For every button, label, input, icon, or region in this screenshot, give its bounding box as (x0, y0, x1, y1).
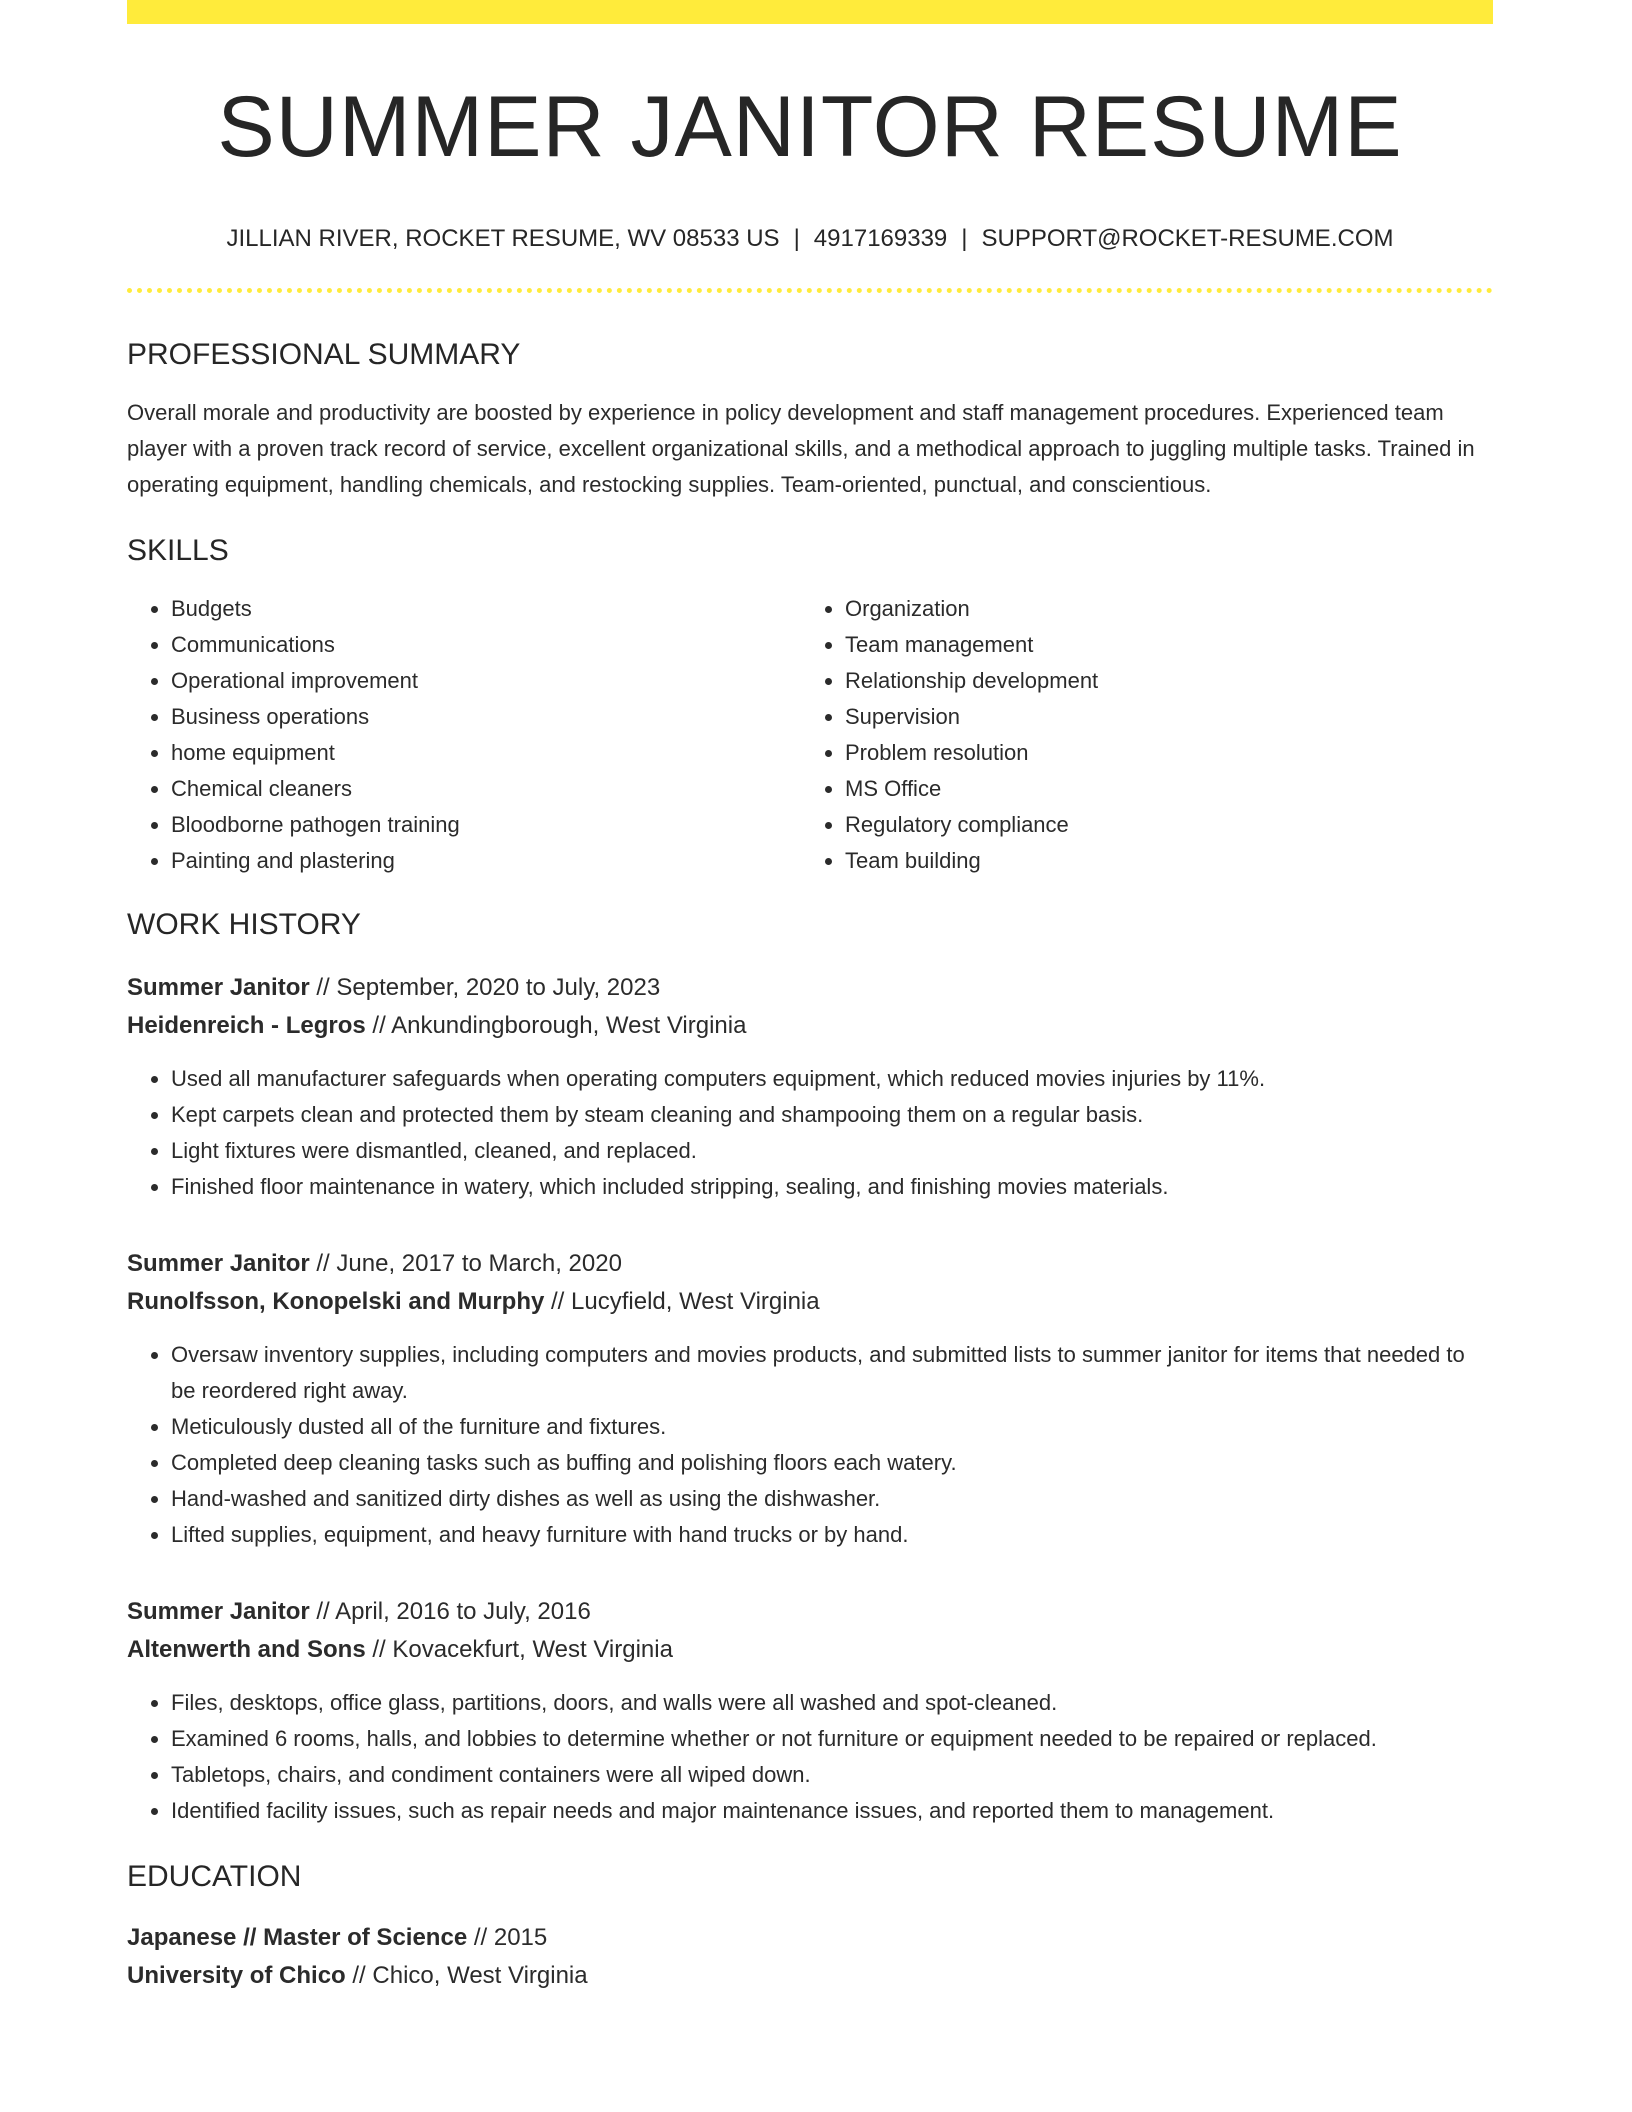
education-school: University of Chico (127, 1961, 346, 1989)
job-title-line (127, 969, 1493, 1007)
field-separator: // (473, 1923, 488, 1951)
field-separator: // (316, 1249, 330, 1277)
skill-item: • Budgets (171, 591, 801, 627)
education-degree-line (127, 1919, 1493, 1957)
job-title: Summer Janitor (127, 1597, 310, 1625)
job-bullets (127, 1061, 1493, 1205)
job-dates: September, 2020 to July, 2023 (336, 973, 661, 1001)
work-history-heading: WORK HISTORY (127, 907, 361, 941)
skill-item: • Organization (845, 591, 1475, 627)
skill-item: • MS Office (845, 771, 1475, 807)
job-bullet: • Finished floor maintenance in watery, which included stripping, sealing, and finishing movies materials. (171, 1169, 1493, 1205)
job-bullet: • Lifted supplies, equipment, and heavy furniture with hand trucks or by hand. (171, 1517, 1493, 1553)
skill-item: • Team building (845, 843, 1475, 879)
contact-phone: 4917169339 (813, 224, 948, 252)
contact-address: JILLIAN RIVER, ROCKET RESUME, WV 08533 US (226, 224, 780, 252)
job-company-line (127, 1007, 1493, 1045)
job-bullet: • Hand-washed and sanitized dirty dishes as well as using the dishwasher. (171, 1481, 1493, 1517)
job-location: Ankundingborough, West Virginia (391, 1011, 747, 1039)
job-company-line (127, 1631, 1493, 1669)
job-location: Lucyfield, West Virginia (571, 1287, 820, 1315)
accent-top-bar (127, 0, 1493, 24)
job-entry (127, 1593, 1493, 1829)
education-school-line (127, 1957, 1493, 1995)
resume-title: SUMMER JANITOR RESUME (217, 79, 1403, 175)
skill-item: • home equipment (171, 735, 801, 771)
job-bullet: • Files, desktops, office glass, partitions, doors, and walls were all washed and spot-cleaned. (171, 1685, 1493, 1721)
skills-columns (127, 591, 1493, 879)
skill-item: • Problem resolution (845, 735, 1475, 771)
skill-item: • Supervision (845, 699, 1475, 735)
education-location: Chico, West Virginia (372, 1961, 588, 1989)
job-bullets (127, 1337, 1493, 1553)
skill-item: • Communications (171, 627, 801, 663)
field-separator: // (551, 1287, 565, 1315)
education-degree: Japanese // Master of Science (127, 1923, 468, 1951)
skill-item: • Painting and plastering (171, 843, 801, 879)
job-company-line (127, 1283, 1493, 1321)
job-bullet: • Examined 6 rooms, halls, and lobbies to determine whether or not furniture or equipment needed to be repaired or replaced. (171, 1721, 1493, 1757)
skill-item: • Chemical cleaners (171, 771, 801, 807)
skill-item: • Regulatory compliance (845, 807, 1475, 843)
field-separator: // (372, 1011, 386, 1039)
job-title-line (127, 1245, 1493, 1283)
job-entry (127, 969, 1493, 1205)
job-dates: June, 2017 to March, 2020 (336, 1249, 622, 1277)
summary-heading: PROFESSIONAL SUMMARY (127, 337, 521, 371)
skill-item: • Bloodborne pathogen training (171, 807, 801, 843)
job-bullet: • Meticulously dusted all of the furniture and fixtures. (171, 1409, 1493, 1445)
job-bullet: • Kept carpets clean and protected them by steam cleaning and shampooing them on a regular basis. (171, 1097, 1493, 1133)
contact-email: SUPPORT@ROCKET-RESUME.COM (981, 224, 1394, 252)
education-year: 2015 (493, 1923, 548, 1951)
dotted-divider (127, 288, 1493, 293)
job-company: Altenwerth and Sons (127, 1635, 366, 1663)
job-bullet: • Oversaw inventory supplies, including computers and movies products, and submitted lists to summer janitor for items that needed to be reordered right away. (171, 1337, 1493, 1409)
job-title-line (127, 1593, 1493, 1631)
field-separator: // (352, 1961, 366, 1989)
field-separator: // (316, 973, 330, 1001)
summary-text: Overall morale and productivity are boosted by experience in policy development and staff management procedures. Experienced team player with a proven track record of service, excellent organizational skills, and a methodical approach to juggling multiple tasks. Trained in operating equipment, handling chemicals, and restocking supplies. Team-oriented, punctual, and conscientious. (127, 399, 1475, 497)
resume-page (127, 0, 1493, 1995)
field-separator: // (372, 1635, 386, 1663)
job-bullet: • Used all manufacturer safeguards when operating computers equipment, which reduced movies injuries by 11%. (171, 1061, 1493, 1097)
job-company: Heidenreich - Legros (127, 1011, 366, 1039)
skill-item: • Business operations (171, 699, 801, 735)
education-heading: EDUCATION (127, 1859, 302, 1893)
contact-separator: | (793, 224, 800, 252)
field-separator: // (316, 1597, 330, 1625)
job-entry (127, 1245, 1493, 1553)
skill-item: • Operational improvement (171, 663, 801, 699)
job-location: Kovacekfurt, West Virginia (392, 1635, 673, 1663)
job-title: Summer Janitor (127, 973, 310, 1001)
job-bullet: • Identified facility issues, such as repair needs and major maintenance issues, and reported them to management. (171, 1793, 1493, 1829)
job-bullet: • Tabletops, chairs, and condiment containers were all wiped down. (171, 1757, 1493, 1793)
skills-left-list (127, 591, 801, 879)
job-bullet: • Completed deep cleaning tasks such as buffing and polishing floors each watery. (171, 1445, 1493, 1481)
contact-line (127, 223, 1493, 254)
job-title: Summer Janitor (127, 1249, 310, 1277)
job-dates: April, 2016 to July, 2016 (335, 1597, 591, 1625)
skill-item: • Team management (845, 627, 1475, 663)
skills-heading: SKILLS (127, 533, 229, 567)
education-entry (127, 1919, 1493, 1995)
contact-separator: | (961, 224, 968, 252)
job-bullet: • Light fixtures were dismantled, cleaned, and replaced. (171, 1133, 1493, 1169)
skill-item: • Relationship development (845, 663, 1475, 699)
job-bullets (127, 1685, 1493, 1829)
job-company: Runolfsson, Konopelski and Murphy (127, 1287, 545, 1315)
skills-right-list (801, 591, 1475, 879)
